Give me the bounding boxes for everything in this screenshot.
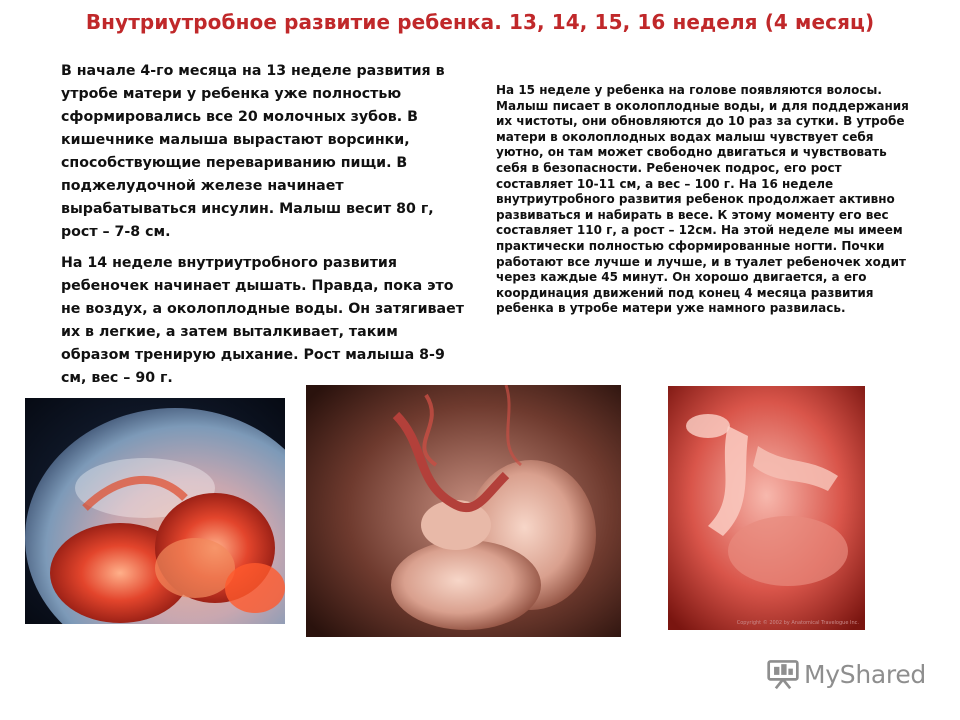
fetus-in-sac-image [25,398,285,624]
right-text-column: На 15 неделе у ребенка на голове появляются волосы. Малыш писает в околоплодные воды, и для поддержания их чистоты, они обновляются до 10 раз за сутки. В утробе матери в околоплодных водах малыш чувствует себя уютно, он там может свободно двигаться и чувствовать себя в безопасности. Ребеночек подрос, его рост составляет 10-11 см, а вес – 100 г. На 16 неделе внутриутробного развития ребенок продолжает активно развиваться и набирать в весе. К этому моменту его вес составляет 110 г, а рост – 12см. На этой неделе мы имеем практически полностью сформированные ногти. Почки работают все лучше и лучше, и в туалет ребеночек ходит через каждые 45 минут. Он хорошо двигается, а его координация движений под конец 4 месяца развития ребенка в утробе матери уже намного развилась. [496,83,909,316]
watermark-text: MyShared [804,659,926,689]
fetus-with-cord-image [306,385,621,637]
paragraph-week-13: В начале 4-го месяца на 13 неделе развития в утробе матери у ребенка уже полностью сформировались все 20 молочных зубов. В кишечнике малыша вырастают ворсинки, способствующие перевариванию пищи. В поджелудочной железе начинает вырабатываться инсулин. Малыш весит 80 г, рост – 7-8 см. [61,63,445,240]
paragraph-week-14: На 14 неделе внутриутробного развития ребеночек начинает дышать. Правда, пока это не воздух, а околоплодные воды. Он затягивает их в легкие, а затем выталкивает, таким образом тренирую дыхание. Рост малыша 8-9 см, вес – 90 г. [61,255,464,386]
slide-title: Внутриутробное развитие ребенка. 13, 14, 15, 16 неделя (4 месяц) [85,10,875,34]
myshared-watermark [766,655,926,693]
left-text-column [61,60,471,398]
photo-copyright: Copyright © 2002 by Anatomical Travelogue Inc. [736,620,859,626]
projector-icon [766,656,800,692]
fetus-hands-closeup-image [668,386,865,630]
